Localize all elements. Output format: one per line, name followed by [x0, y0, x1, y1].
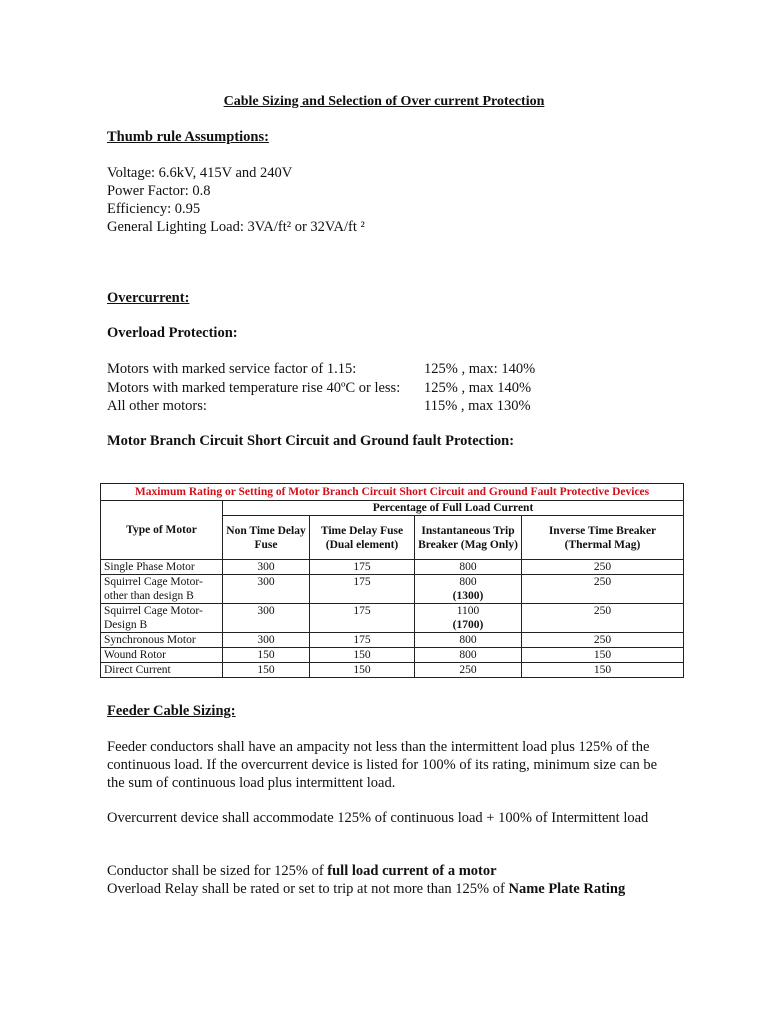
protection-table	[100, 483, 684, 678]
cell-instantaneous-value: 1100	[456, 605, 480, 617]
cell-time-delay: 175	[310, 633, 415, 648]
cell-time-delay: 175	[310, 560, 415, 575]
header-inverse-time-breaker: Inverse Time Breaker (Thermal Mag)	[522, 516, 684, 560]
cell-instantaneous-note: (1700)	[452, 619, 484, 631]
cell-motor-type: Direct Current	[101, 663, 223, 678]
overload-row-value: 125% , max: 140%	[424, 361, 536, 377]
feeder-paragraph-2: Overcurrent device shall accommodate 125% of continuous load + 100% of Intermittent load	[107, 810, 649, 826]
feeder-heading: Feeder Cable Sizing:	[107, 703, 236, 719]
overload-row-label: Motors with marked service factor of 1.15:	[107, 361, 357, 377]
assumption-lighting-load: General Lighting Load: 3VA/ft² or 32VA/ft ²	[107, 219, 365, 235]
overcurrent-heading: Overcurrent:	[107, 290, 190, 306]
header-non-time-delay-fuse: Non Time Delay Fuse	[223, 516, 310, 560]
feeder-conductor-line	[107, 863, 497, 880]
cell-instantaneous	[415, 648, 522, 663]
cell-non-time: 300	[223, 604, 310, 633]
cell-inverse-time: 150	[522, 648, 684, 663]
table-row	[101, 663, 684, 678]
feeder-conductor-text: Conductor shall be sized for 125% of	[107, 863, 328, 879]
cell-non-time: 150	[223, 648, 310, 663]
cell-time-delay: 175	[310, 604, 415, 633]
overload-row-label: All other motors:	[107, 398, 207, 414]
cell-time-delay: 175	[310, 575, 415, 604]
cell-non-time: 300	[223, 633, 310, 648]
overload-heading: Overload Protection:	[107, 325, 238, 341]
cell-instantaneous	[415, 575, 522, 604]
overload-row-value: 125% , max 140%	[424, 380, 532, 396]
cell-instantaneous-note: (1300)	[452, 590, 484, 602]
cell-inverse-time: 150	[522, 663, 684, 678]
assumption-voltage: Voltage: 6.6kV, 415V and 240V	[107, 165, 293, 181]
cell-motor-type: Squirrel Cage Motor- other than design B	[101, 575, 223, 604]
cell-inverse-time: 250	[522, 633, 684, 648]
cell-instantaneous-value: 800	[459, 576, 477, 588]
cell-instantaneous-value: 800	[459, 634, 477, 646]
table-row	[101, 575, 684, 604]
cell-instantaneous	[415, 663, 522, 678]
assumptions-heading: Thumb rule Assumptions:	[107, 129, 269, 145]
table-caption: Maximum Rating or Setting of Motor Branch Circuit Short Circuit and Ground Fault Protective Devices	[101, 484, 684, 501]
overload-row-label: Motors with marked temperature rise 40ºC or less:	[107, 380, 401, 396]
table-row	[101, 633, 684, 648]
assumption-efficiency: Efficiency: 0.95	[107, 201, 201, 217]
cell-non-time: 150	[223, 663, 310, 678]
cell-instantaneous-value: 800	[459, 561, 477, 573]
cell-instantaneous	[415, 560, 522, 575]
cell-motor-type: Wound Rotor	[101, 648, 223, 663]
overload-row-value: 115% , max 130%	[424, 398, 531, 414]
feeder-relay-bold: Name Plate Rating	[508, 881, 626, 897]
table-row	[101, 560, 684, 575]
cell-non-time: 300	[223, 560, 310, 575]
cell-motor-type: Single Phase Motor	[101, 560, 223, 575]
table-row	[101, 604, 684, 633]
table-row	[101, 648, 684, 663]
header-type-of-motor: Type of Motor	[101, 501, 223, 560]
feeder-relay-line	[107, 881, 625, 898]
cell-inverse-time: 250	[522, 575, 684, 604]
cell-inverse-time: 250	[522, 604, 684, 633]
cell-inverse-time: 250	[522, 560, 684, 575]
feeder-paragraph-1: Feeder conductors shall have an ampacity not less than the intermittent load plus 125% of the continuous load. If the overcurrent device is listed for 100% of its rating, minimum size can be the sum of continuous load plus intermittent load.	[107, 739, 658, 791]
cell-time-delay: 150	[310, 663, 415, 678]
header-percentage-group: Percentage of Full Load Current	[223, 501, 684, 516]
feeder-relay-text: Overload Relay shall be rated or set to trip at not more than 125% of	[107, 881, 509, 897]
header-instantaneous-trip-breaker: Instantaneous Trip Breaker (Mag Only)	[415, 516, 522, 560]
branch-protection-heading: Motor Branch Circuit Short Circuit and Ground fault Protection:	[107, 433, 515, 449]
cell-instantaneous	[415, 633, 522, 648]
cell-instantaneous-value: 250	[459, 664, 477, 676]
cell-motor-type: Synchronous Motor	[101, 633, 223, 648]
cell-time-delay: 150	[310, 648, 415, 663]
cell-instantaneous	[415, 604, 522, 633]
document-title: Cable Sizing and Selection of Over current Protection	[223, 94, 545, 109]
feeder-conductor-bold: full load current of a motor	[327, 863, 497, 879]
cell-instantaneous-value: 800	[459, 649, 477, 661]
cell-non-time: 300	[223, 575, 310, 604]
assumption-power-factor: Power Factor: 0.8	[107, 183, 211, 199]
cell-motor-type: Squirrel Cage Motor- Design B	[101, 604, 223, 633]
header-time-delay-fuse: Time Delay Fuse (Dual element)	[310, 516, 415, 560]
